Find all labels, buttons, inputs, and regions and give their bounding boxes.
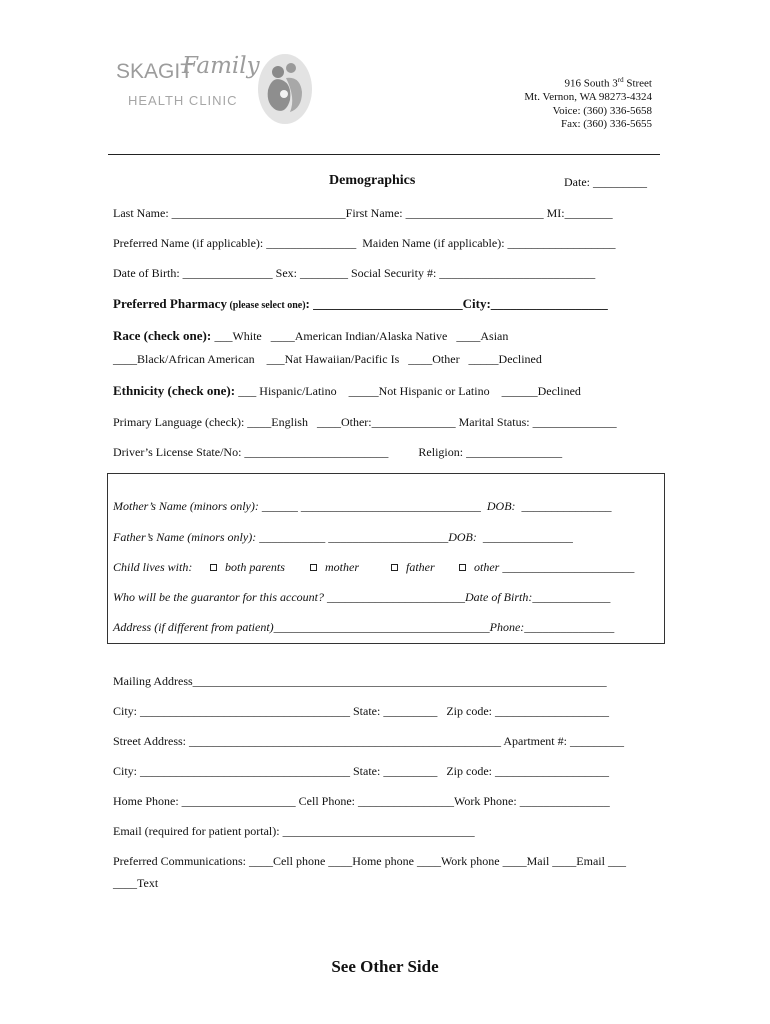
logo-word-family: Family bbox=[182, 53, 260, 79]
phones-row[interactable]: Home Phone: ___________________ Cell Phone: ________________Work Phone: _______________ bbox=[113, 794, 610, 808]
email-row[interactable]: Email (required for patient portal): ________________________________ bbox=[113, 824, 475, 838]
mailing-address-row[interactable]: Mailing Address_____________________________________________________________________ bbox=[113, 674, 607, 688]
clinic-logo bbox=[104, 50, 320, 130]
ethnicity-options[interactable]: ___ Hispanic/Latino _____Not Hispanic or Latino ______Declined bbox=[238, 384, 581, 398]
mailing-city-row[interactable]: City: ___________________________________ State: _________ Zip code: ___________________ bbox=[113, 704, 609, 718]
option-other[interactable]: other ______________________ bbox=[459, 560, 634, 575]
address-city: Mt. Vernon, WA 98273-4324 bbox=[524, 91, 652, 104]
minor-address-phone-row[interactable]: Address (if different from patient)____________________________________Phone:_______________ bbox=[113, 620, 615, 634]
license-religion-row[interactable]: Driver’s License State/No: ________________________ Religion: ________________ bbox=[113, 445, 563, 459]
street-address-row[interactable]: Street Address: ____________________________________________________ Apartment #: _________ bbox=[113, 734, 624, 748]
pharmacy-hint: (please select one) bbox=[226, 300, 306, 311]
address-fax: Fax: (360) 336-5655 bbox=[560, 118, 652, 131]
clinic-address-block bbox=[524, 74, 652, 132]
race-label: Race (check one): bbox=[113, 328, 215, 343]
option-father[interactable]: father bbox=[391, 560, 435, 575]
pharmacy-row[interactable] bbox=[113, 296, 608, 312]
mother-name-row[interactable]: Mother’s Name (minors only): ______ ______________________________ DOB: _______________ bbox=[113, 499, 612, 513]
pharmacy-city-field[interactable]: : _______________________City:__________________ bbox=[305, 296, 608, 311]
child-lives-label: Child lives with: bbox=[113, 560, 193, 574]
ethnicity-row[interactable] bbox=[113, 383, 581, 399]
race-row-2[interactable]: ____Black/African American ___Nat Hawaiian/Pacific Is ____Other _____Declined bbox=[113, 352, 542, 366]
option-both-parents[interactable]: both parents bbox=[210, 560, 285, 575]
address-voice: Voice: (360) 336-5658 bbox=[552, 104, 652, 117]
race-row[interactable] bbox=[113, 328, 508, 344]
logo-word-skagit: SKAGIT bbox=[116, 60, 194, 83]
preferred-maiden-row[interactable]: Preferred Name (if applicable): _______________ Maiden Name (if applicable): __________________ bbox=[113, 236, 616, 250]
name-field-row[interactable]: Last Name: _____________________________First Name: _______________________ MI:________ bbox=[113, 206, 613, 220]
language-marital-row[interactable]: Primary Language (check): ____English ____Other:______________ Marital Status: ______________ bbox=[113, 415, 617, 429]
date-field[interactable]: Date: _________ bbox=[564, 175, 647, 189]
pharmacy-label: Preferred Pharmacy bbox=[113, 296, 227, 311]
preferred-communications-text[interactable]: ____Text bbox=[113, 876, 159, 890]
family-emblem-icon bbox=[256, 52, 314, 126]
checkbox-icon[interactable] bbox=[459, 564, 466, 571]
checkbox-icon[interactable] bbox=[391, 564, 398, 571]
preferred-communications-row[interactable]: Preferred Communications: ____Cell phone ____Home phone ____Work phone ____Mail ____Email ___ bbox=[113, 854, 626, 868]
dob-sex-ssn-row[interactable]: Date of Birth: _______________ Sex: ________ Social Security #: __________________________ bbox=[113, 266, 596, 280]
option-mother[interactable]: mother bbox=[310, 560, 359, 575]
address-street: 916 South 3rd Street bbox=[564, 76, 652, 90]
race-options[interactable]: ___White ____American Indian/Alaska Native ____Asian bbox=[214, 329, 509, 343]
father-name-row[interactable]: Father’s Name (minors only): ___________ ____________________DOB: _______________ bbox=[113, 530, 573, 544]
see-other-side-note: See Other Side bbox=[331, 957, 439, 976]
guarantor-row[interactable]: Who will be the guarantor for this account? _______________________Date of Birth:_____________ bbox=[113, 590, 611, 604]
street-city-row[interactable]: City: ___________________________________ State: _________ Zip code: ___________________ bbox=[113, 764, 609, 778]
ethnicity-label: Ethnicity (check one): bbox=[113, 383, 239, 398]
page-title: Demographics bbox=[329, 173, 416, 188]
header-divider bbox=[108, 154, 660, 155]
logo-word-clinic: HEALTH CLINIC bbox=[128, 93, 238, 108]
checkbox-icon[interactable] bbox=[310, 564, 317, 571]
child-lives-with-row bbox=[113, 560, 635, 575]
checkbox-icon[interactable] bbox=[210, 564, 217, 571]
